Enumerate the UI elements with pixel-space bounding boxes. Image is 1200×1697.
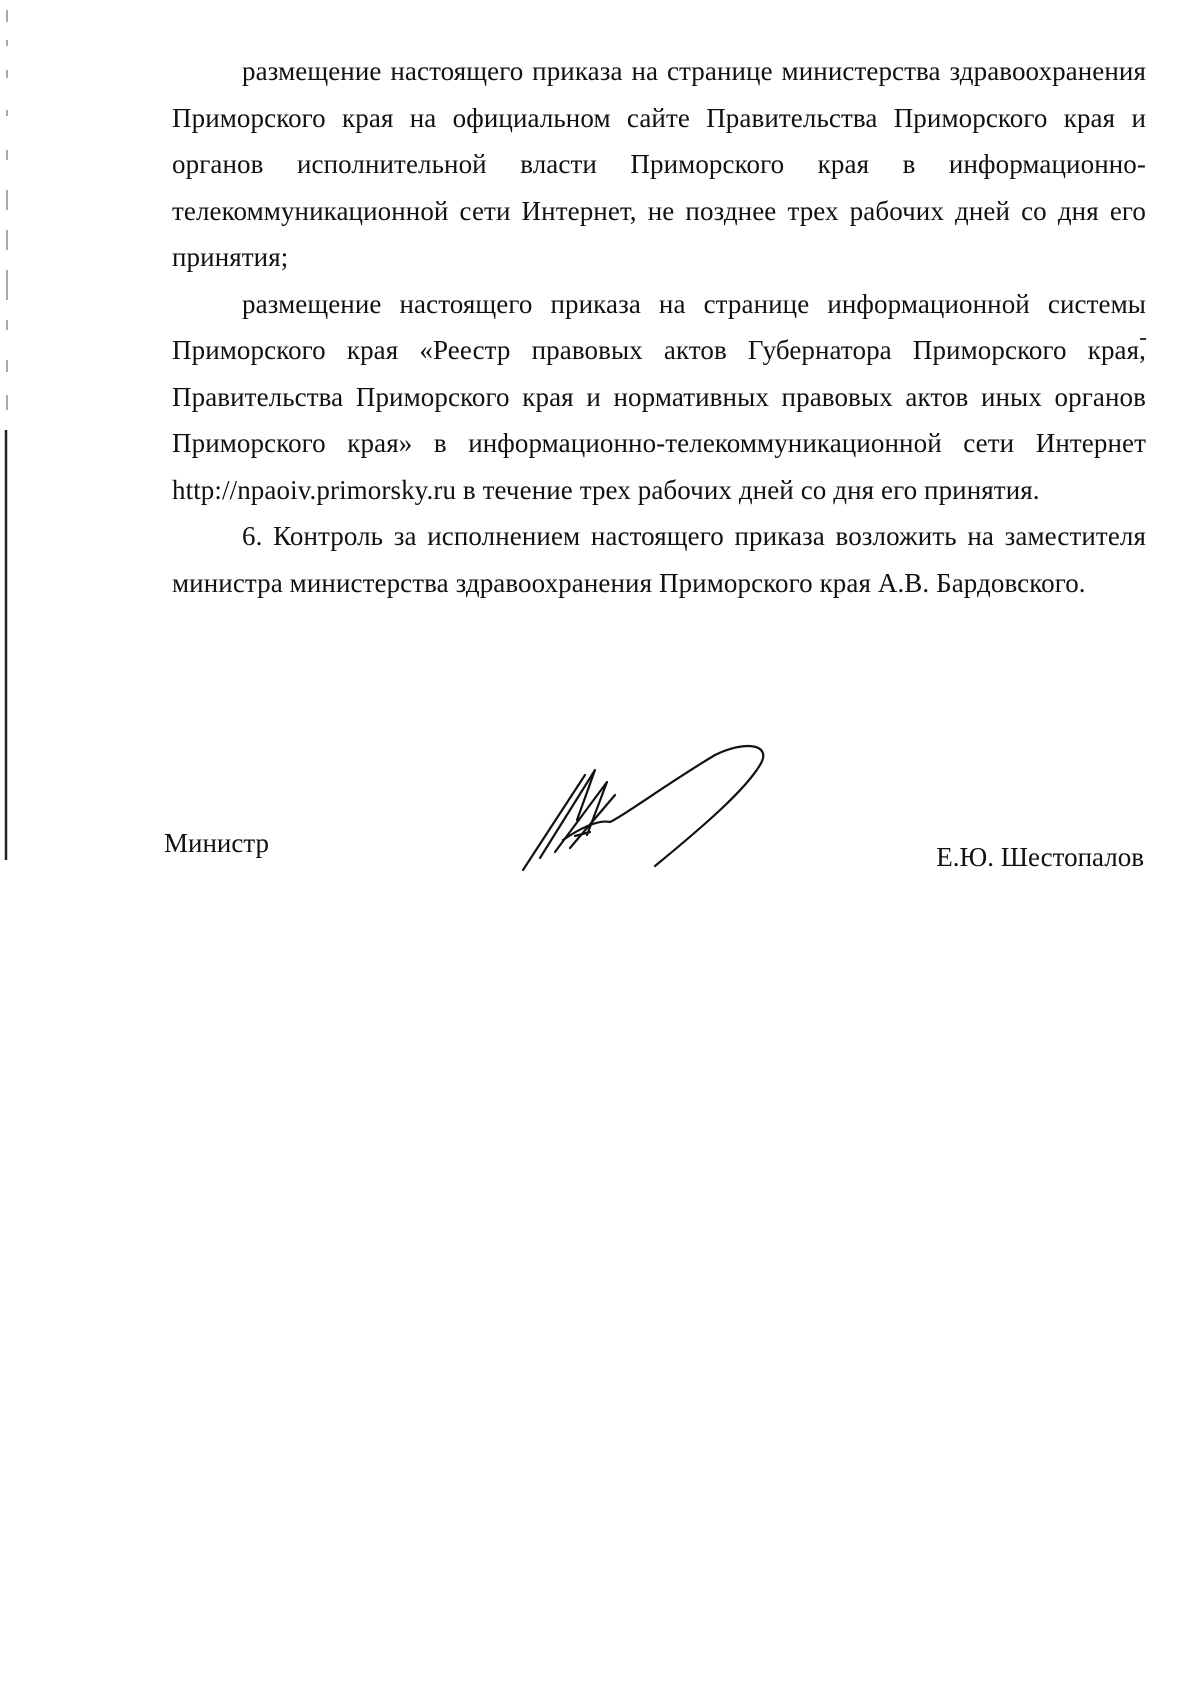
- signatory-title: Министр: [164, 828, 269, 858]
- document-body: [172, 48, 1146, 606]
- binding-edge-marks: [0, 0, 14, 1697]
- signature-block: [164, 828, 1144, 888]
- paragraph-publication-ministry-site: размещение настоящего приказа на странице министерства здравоохранения Приморского края на официальном сайте Правительства Приморского края и органов исполнительной власти Приморского края в информационно-телекоммуникационной сети Интернет, не позднее трех рабочих дней со дня его принятия;: [172, 56, 1146, 272]
- paragraph-control-clause: 6. Контроль за исполнением настоящего приказа возложить на заместителя министра министерства здравоохранения Приморского края А.В. Бардовского.: [172, 521, 1146, 598]
- paragraph-publication-registry: размещение настоящего приказа на странице информационной системы Приморского края «Реестр правовых актов Губернатора Приморского края, Правительства Приморского края и нормативных правовых актов иных органов Приморского края» в информационно-телекоммуникационной сети Интернет http://npaoiv.primorsky.ru в течение трех рабочих дней со дня его принятия.: [172, 288, 1146, 505]
- signatory-name: Е.Ю. Шестопалов: [936, 842, 1144, 872]
